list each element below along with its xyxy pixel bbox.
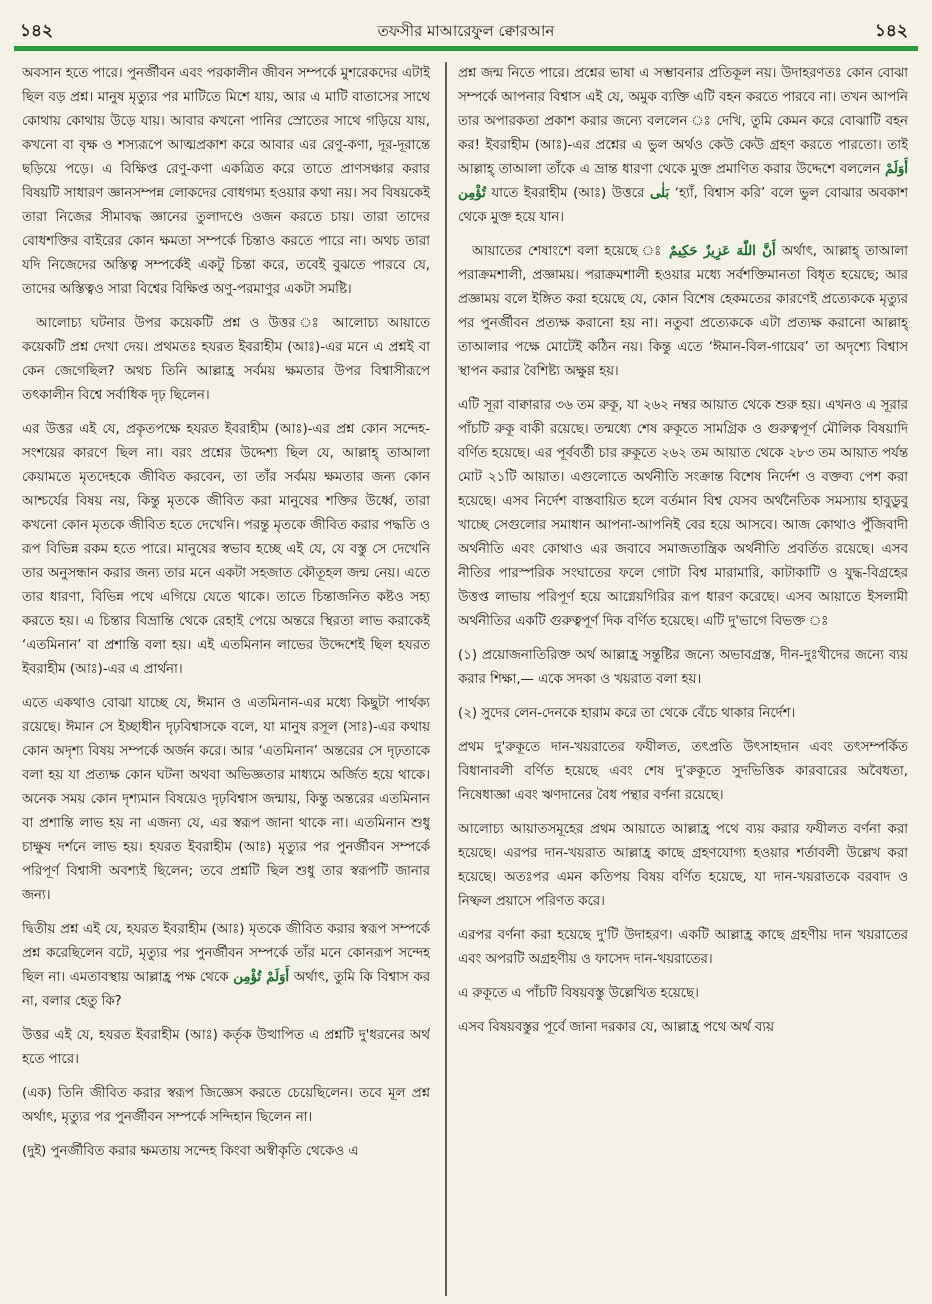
paragraph — [458, 240, 908, 384]
paragraph: (এক) তিনি জীবিত করার স্বরূপ জিজ্ঞেস করতে চেয়েছিলেন। তবে মূল প্রশ্ন অর্থাৎ, মৃত্যুর পর পুনর্জীবন সম্পর্কে সন্দিহান ছিলেন না। — [22, 1086, 430, 1125]
paragraph: (দুই) পুনর্জীবিত করার ক্ষমতায় সন্দেহ কিংবা অস্বীকৃতি থেকেও এ — [22, 1144, 359, 1159]
paragraph: প্রথম দু'রুকূতে দান-খয়রাতের ফযীলত, তৎপ্রতি উৎসাহদান এবং তৎসম্পর্কিত বিধানাবলী বর্ণিত হয়েছে এবং শেষ দু'রুকূতে সুদভিত্তিক কারবারের অবৈধতা, নিষেধাজ্ঞা এবং ঋণদানের বৈধ পন্থার বর্ণনা রয়েছে। — [458, 740, 908, 803]
paragraph: এ রুকূতে এ পাঁচটি বিষয়বস্তু উল্লেখিত হয়েছে। — [458, 986, 699, 1001]
paragraph: এটি সূরা বাক্বারার ৩৬ তম রুকূ, যা ২৬২ নম্বর আয়াত থেকে শুরু হয়। এখনও এ সূরার পাঁচটি রুকূ বাকী রয়েছে। তন্মধ্যে শেষ রুকূতে সামগ্রিক ও গুরুত্বপূর্ণ মৌলিক বিষয়াদি বর্ণিত হয়েছে। এর পূর্ববর্তী চার রুকূতে ২৬২ তম আয়াত থেকে ২৮৩ তম আয়াত পর্যন্ত মোট ২১টি আয়াত। এগুলোতে অর্থনীতি সংক্রান্ত বিশেষ নির্দেশ ও বক্তব্য পেশ করা হয়েছে। এসব নির্দেশ বাস্তবায়িত হলে বর্তমান বিশ্ব যেসব অর্থনৈতিক সমস্যায় হাবুডুবু খাচ্ছে সেগুলোর সমাধান আপনা-আপনিই বের হয়ে আসবে। আজ কোথাও পুঁজিবাদী অর্থনীতি এবং কোথাও এর জবাবে সমাজতান্ত্রিক অর্থনীতি প্রবর্তিত রয়েছে। এসব নীতির পারস্পরিক সংঘাতের ফলে গোটা বিশ্ব মারামারি, কাটাকাটি ও যুদ্ধ-বিগ্রহের উত্তপ্ত লাভায় পরিপূর্ণ হয়ে আগ্নেয়গিরির রূপ ধারণ করেছে। এসব আয়াতে ইসলামী অর্থনীতির একটি গুরুত্বপূর্ণ দিক বর্ণিত হয়েছে। এটি দু'ভাগে বিভক্ত ঃ — [458, 398, 908, 629]
paragraph: এরপর বর্ণনা করা হয়েছে দু'টি উদাহরণ। একটি আল্লাহ্র কাছে গ্রহণীয় দান খয়রাতের এবং অপরটি অগ্রহণীয় ও ফাসেদ দান-খয়রাতের। — [458, 928, 908, 967]
paragraph: আলোচ্য আয়াতসমূহের প্রথম আয়াতে আল্লাহ্র পথে ব্যয় করার ফযীলত বর্ণনা করা হয়েছে। এরপর দান-খয়রাত আল্লাহ্র কাছে গ্রহণযোগ্য হওয়ার শর্তাবলী উল্লেখ করা হয়েছে। অতঃপর এমন কতিপয় বিষয় বর্ণিত হয়েছে, যা দান-খয়রাতকে বরবাদ ও নিষ্ফল প্রয়াসে পরিণত করে। — [458, 822, 908, 909]
page-number-right: ১৪২ — [874, 21, 908, 41]
page-header — [14, 14, 918, 42]
paragraph-text: ‘হ্যাঁ, বিশ্বাস করি’ বলে ভুল বোঝার অবকাশ থেকে মুক্ত হয়ে যান। — [458, 186, 908, 225]
arabic-phrase: أَنَّ اللّٰهَ عَزِيزٌ حَكِيمٌ — [669, 244, 776, 259]
paragraph-text: দ্বিতীয় প্রশ্ন এই যে, হযরত ইবরাহীম (আঃ) মৃতকে জীবিত করার স্বরূপ সম্পর্কে প্রশ্ন করেছিলেন বটে, মৃত্যুর পর পুনর্জীবন সম্পর্কে তাঁর মনে কোনরূপ সন্দেহ ছিল না। এমতাবস্থায় আল্লাহ্র পক্ষ থেকে — [22, 922, 430, 985]
paragraph: উত্তর এই যে, হযরত ইবরাহীম (আঃ) কর্তৃক উত্থাপিত এ প্রশ্নটি দু'ধরনের অর্থ হতে পারে। — [22, 1028, 430, 1067]
arabic-phrase: أَوَلَمْ تُؤْمِن — [233, 970, 290, 985]
running-title: তফসীর মাআরেফুল ক্বোরআন — [377, 22, 555, 40]
paragraph: (১) প্রয়োজনাতিরিক্ত অর্থ আল্লাহ্র সন্তুষ্টির জন্যে অভাবগ্রস্ত, দীন-দুঃখীদের জন্যে ব্যয় করার শিক্ষা,— একে সদকা ও খয়রাত বলা হয়। — [458, 648, 908, 687]
paragraph: এতে একথাও বোঝা যাচ্ছে যে, ঈমান ও এতমিনান-এর মধ্যে কিছুটা পার্থক্য রয়েছে। ঈমান সে ইচ্ছাধীন দৃঢ়বিশ্বাসকে বলে, যা মানুষ রসূল (সাঃ)-এর কথায় কোন অদৃশ্য বিষয় সম্পর্কে অর্জন করে। আর ‘এতমিনান’ অন্তরের সে দৃঢ়তাকে বলা হয় যা প্রত্যক্ষ কোন ঘটনা অথবা অভিজ্ঞতার মাধ্যমে অর্জিত হয়ে থাকে। অনেক সময় কোন দৃশ্যমান বিষয়েও দৃঢ়বিশ্বাস জন্মায়, কিন্তু অন্তরের এতমিনান বা প্রশান্তি লাভ হয় না এজন্য যে, এর স্বরূপ জানা থাকে না। এতমিনান শুধু চাক্ষুষ দর্শনে লাভ হয়। হযরত ইবরাহীম (আঃ) মৃত্যুর পর পুনর্জীবন সম্পর্কে পরিপূর্ণ বিশ্বাসী অবশ্যই ছিলেন; তবে প্রশ্নটি ছিল শুধু তার স্বরূপটি জানার জন্য। — [22, 696, 430, 903]
paragraph: এর উত্তর এই যে, প্রকৃতপক্ষে হযরত ইবরাহীম (আঃ)-এর প্রশ্ন কোন সন্দেহ-সংশয়ের কারণে ছিল না। বরং প্রশ্নের উদ্দেশ্য ছিল যে, আল্লাহ্ তাআলা কেয়ামতে মৃতদেহকে জীবিত করবেন, তা তাঁর সর্বময় ক্ষমতার জন্য কোন আশ্চর্যের বিষয় নয়, কিন্তু মৃতকে জীবিত করা মানুষের শক্তির উর্ধ্বে, তারা কখনো কোন মৃতকে জীবিত হতে দেখেনি। পরন্তু মৃতকে জীবিত করার পদ্ধতি ও রূপ বিভিন্ন রকম হতে পারে। মানুষের স্বভাব হচ্ছে এই যে, যে বস্তু সে দেখেনি তার অনুসন্ধান করার জন্য তার মনে একটা সহজাত কৌতূহল জন্ম নেয়। এতে তার ধারণা, বিভিন্ন পথে এগিয়ে যেতে থাকে। তাতে চিন্তাজনিত কষ্টও সহ্য করতে হয়। এ চিন্তার বিভ্রান্তি থেকে রেহাই পেয়ে অন্তরে স্থিরতা লাভ করাকেই ‘এতমিনান’ বা প্রশান্তি বলা হয়। এই এতমিনান লাভের উদ্দেশেই ছিল হযরত ইবরাহীম (আঃ)-এর এ প্রার্থনা। — [22, 422, 430, 677]
paragraph-text: অর্থাৎ, আল্লাহ্ তাআলা পরাক্রমশালী, প্রজ্ঞাময়। পরাক্রমশালী হওয়ার মধ্যে সর্বশক্তিমানতা বিধৃত হয়েছে; আর প্রজ্ঞাময় বলে ইঙ্গিত করা হয়েছে যে, কোন বিশেষ হেকমতের কারণেই প্রত্যেককে মৃত্যুর পর পুনর্জীবন প্রত্যক্ষ করানো হয় না। নতুবা প্রত্যেককে এটা প্রত্যক্ষ করানো আল্লাহ্ তাআলার পক্ষে মোটেই কঠিন নয়। কিন্তু এতে ‘ঈমান-বিল-গায়েব’ তা অদৃশ্যে বিশ্বাস স্থাপন করার বৈশিষ্ট্য অক্ষুণ্ণ হয়। — [458, 244, 908, 379]
right-column — [458, 62, 908, 1294]
paragraph-text: প্রশ্ন জন্ম নিতে পারে। প্রশ্নের ভাষা এ সম্ভাবনার প্রতিকূল নয়। উদাহরণতঃ কোন বোঝা সম্পর্কে আপনার বিশ্বাস এই যে, অমুক ব্যক্তি এটি বহন করতে পারবে না। তখন আপনি তার অপারকতা প্রকাশ করার জন্যে বললেন ঃ দেখি, তুমি কেমন করে বোঝাটি বহন কর! ইবরাহীম (আঃ)-এর প্রশ্নের এ ভুল অর্থও কেউ কেউ গ্রহণ করতে পারতো। তাই আল্লাহ্ তাআলা তাঁকে এ ভ্রান্ত ধারণা থেকে মুক্ত প্রমাণিত করার উদ্দেশে বললেন — [458, 66, 908, 177]
column-divider — [445, 62, 447, 1296]
left-column — [22, 62, 430, 1294]
page-number-left: ১৪২ — [20, 21, 54, 41]
paragraph: (২) সুদের লেন-দেনকে হারাম করে তা থেকে বেঁচে থাকার নির্দেশ। — [458, 706, 796, 721]
paragraph: আলোচ্য ঘটনার উপর কয়েকটি প্রশ্ন ও উত্তর ঃ আলোচ্য আয়াতে কয়েকটি প্রশ্ন দেখা দেয়। প্রথমতঃ হযরত ইবরাহীম (আঃ)-এর মনে এ প্রশ্নই বা কেন জেগেছিল? অথচ তিনি আল্লাহ্র সর্বময় ক্ষমতার উপর বিশ্বাসীরূপে তৎকালীন বিশ্বে সর্বাধিক দৃঢ় ছিলেন। — [22, 316, 430, 403]
header-rule — [14, 46, 918, 51]
paragraph-text: অর্থাৎ, তুমি কি বিশ্বাস কর না, বলার হেতু কি? — [22, 970, 430, 1009]
arabic-phrase: بَلٰى — [649, 186, 670, 201]
paragraph-text: আয়াতের শেষাংশে বলা হয়েছে ঃ — [472, 244, 663, 259]
paragraph: এসব বিষয়বস্তুর পূর্বে জানা দরকার যে, আল্লাহ্র পথে অর্থ ব্যয় — [458, 1020, 774, 1035]
paragraph: অবসান হতে পারে। পুনর্জীবন এবং পরকালীন জীবন সম্পর্কে মুশরেকদের এটাই ছিল বড় প্রশ্ন। মানুষ মৃত্যুর পর মাটিতে মিশে যায়, আর এ মাটি বাতাসের সাথে কোথায় কোথায় উড়ে যায়। আবার কখনো পানির স্রোতের সাথে গড়িয়ে যায়, কখনো বা বৃক্ষ ও শস্যরূপে আত্মপ্রকাশ করে আবার এর রেণু-কণা, দূর-দূরান্তে ছড়িয়ে পড়ে। এ বিক্ষিপ্ত রেণু-কণা একত্রিত করে তাতে প্রাণসঞ্চার করার বিষয়টি সাধারণ জ্ঞানসম্পন্ন লোকদের বোধগম্য হওয়ার কথা নয়। সব বিষয়কেই তারা নিজের সীমাবদ্ধ জ্ঞানের তুলাদণ্ডে ওজন করতে চায়। তারা তাদের বোধশক্তির বাইরের কোন ক্ষমতা সম্পর্কে চিন্তাও করতে পারে না। অথচ তারা যদি নিজেদের অস্তিত্ব সম্পর্কেই একটু চিন্তা করে, তবেই বুঝতে পারবে যে, তাদের অস্তিত্বও সারা বিশ্বের বিক্ষিপ্ত অণু-পরমাণুর একটা সমষ্টি। — [22, 66, 430, 297]
arabic-phrase: أَوَلَمْ تُؤْمِن — [458, 162, 908, 201]
paragraph — [458, 62, 908, 230]
paragraph — [22, 918, 430, 1014]
paragraph-text: যাতে ইবরাহীম (আঃ) উত্তরে — [491, 186, 645, 201]
